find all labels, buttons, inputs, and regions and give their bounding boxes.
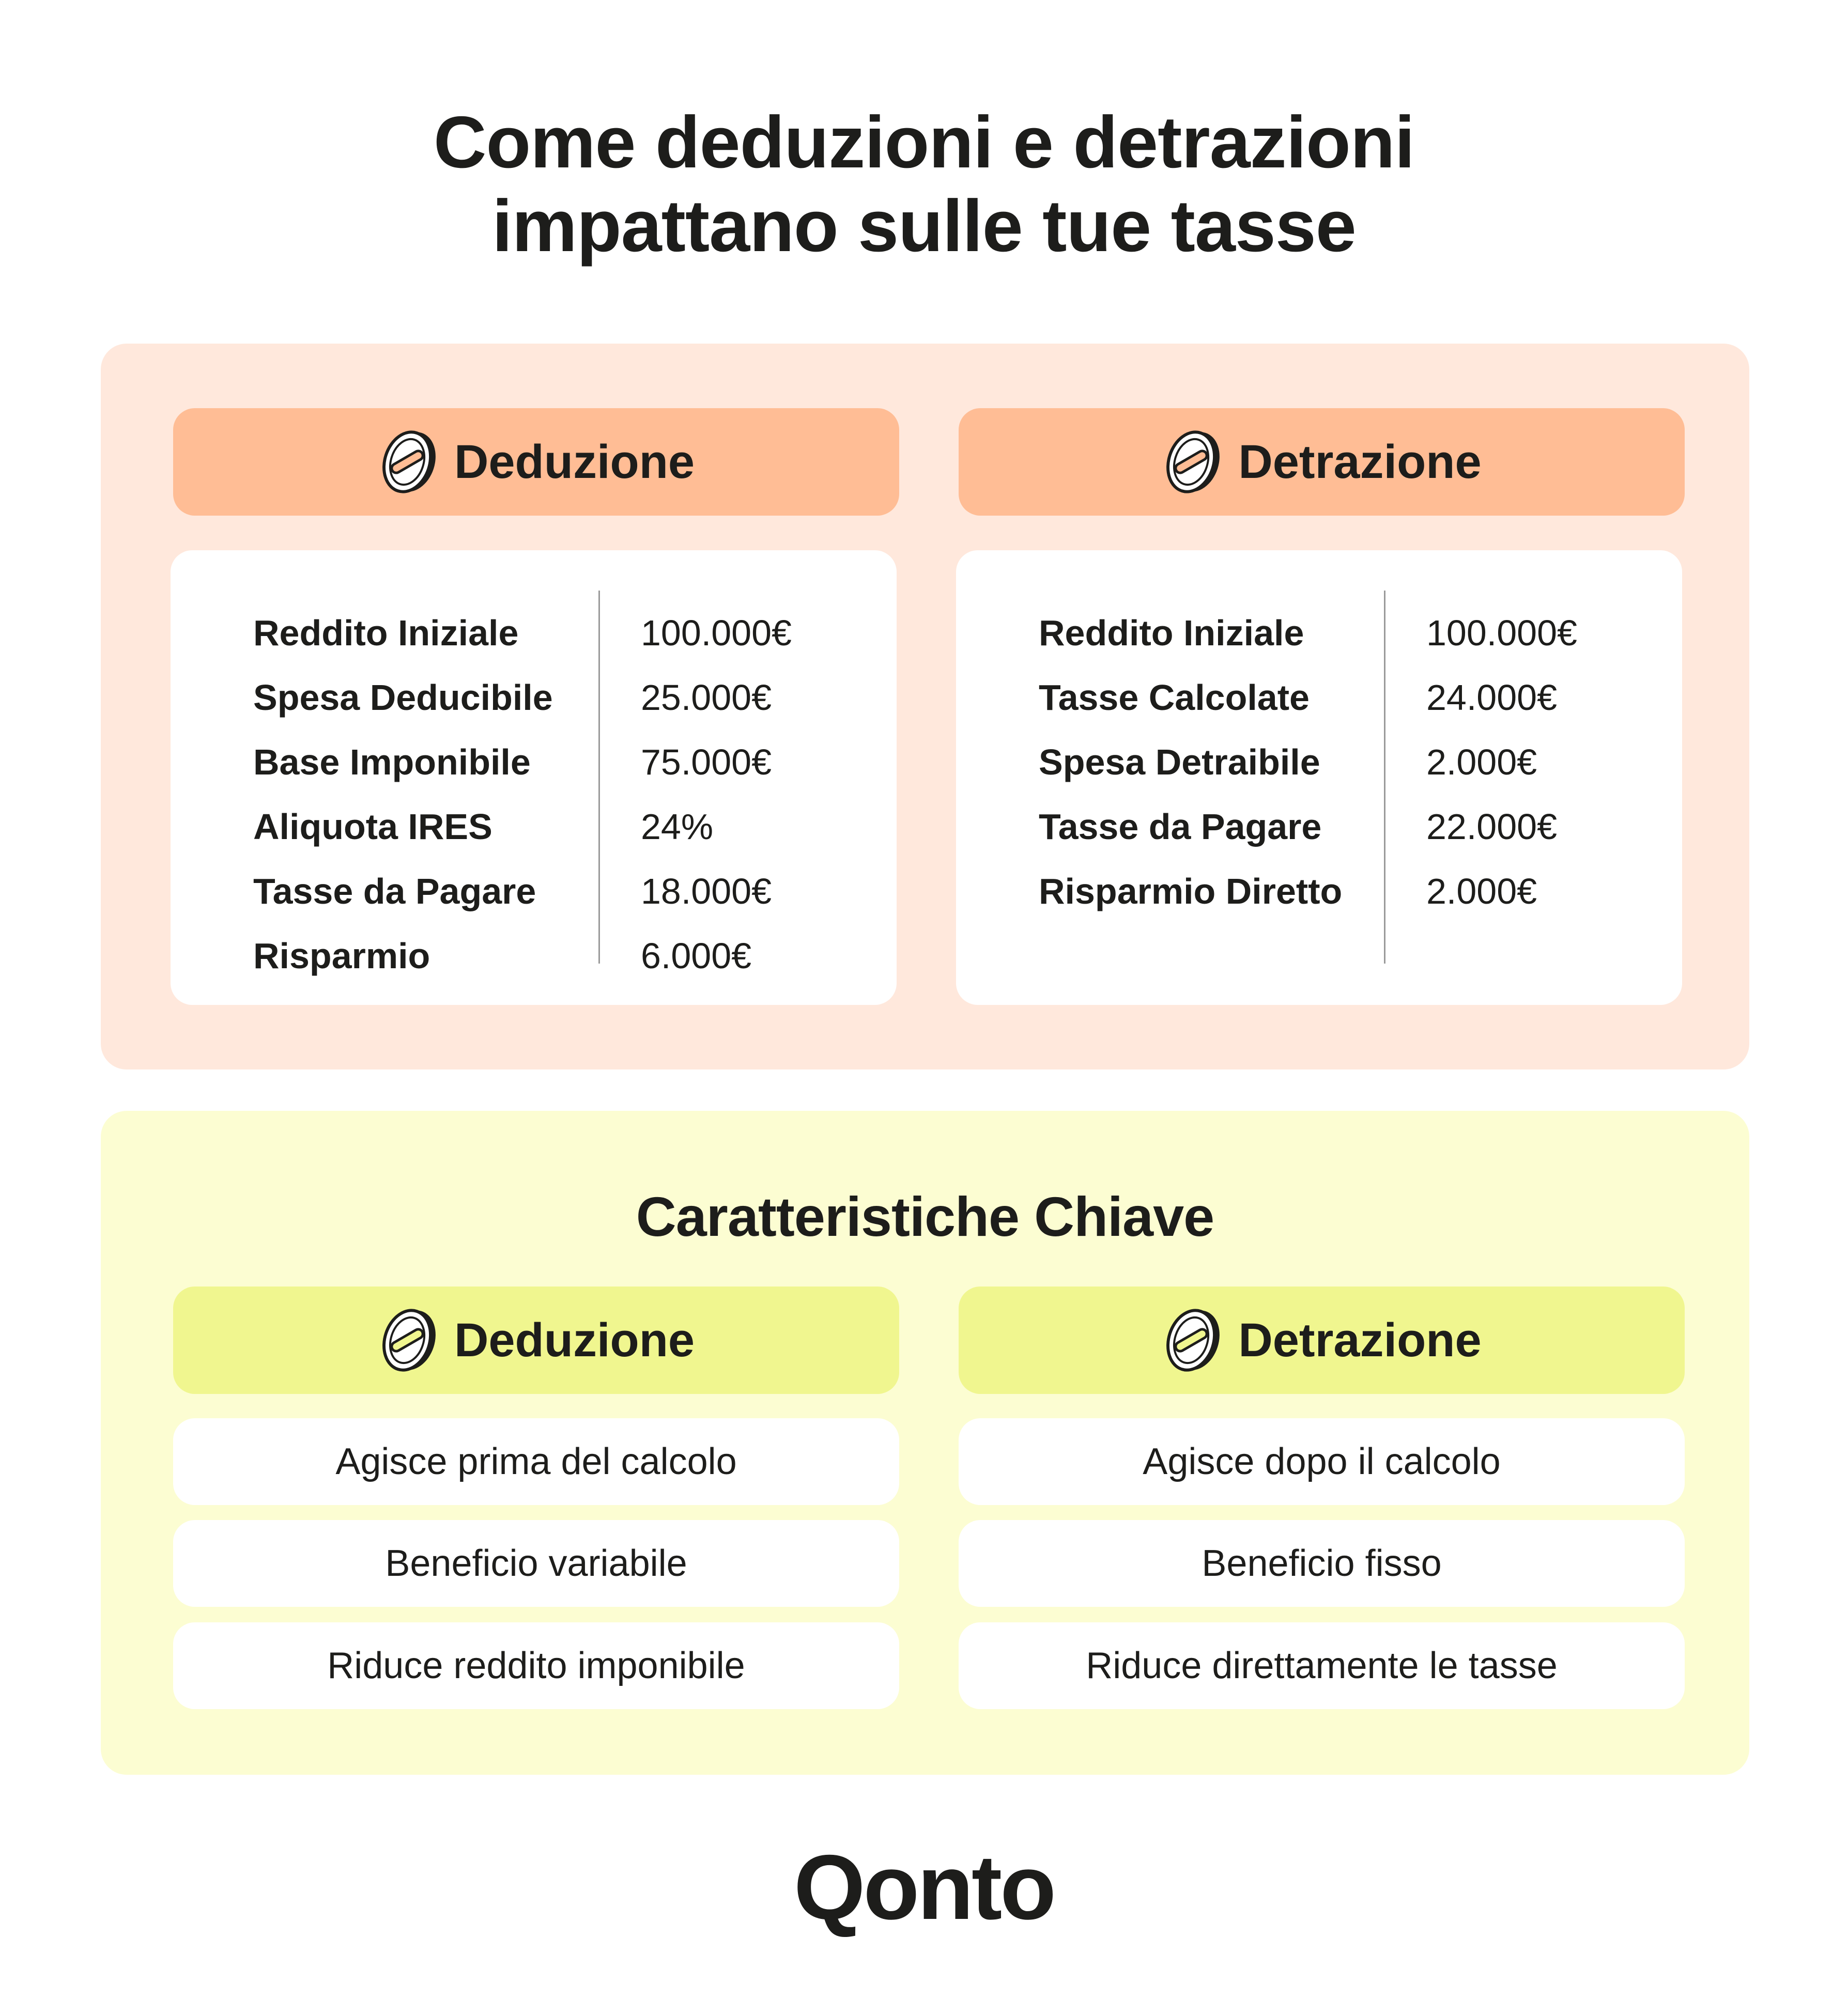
feature-item: Beneficio variabile [173, 1520, 899, 1607]
examples-panel [101, 344, 1749, 1070]
feature-item: Riduce reddito imponibile [173, 1622, 899, 1709]
feature-item: Agisce dopo il calcolo [959, 1418, 1685, 1505]
page-title-line-2: impattano sulle tue tasse [492, 185, 1356, 267]
detrazione-features-header-label: Detrazione [1238, 1313, 1482, 1367]
feature-item: Agisce prima del calcolo [173, 1418, 899, 1505]
row-label: Tasse Calcolate [1039, 677, 1310, 718]
detrazione-header [959, 408, 1685, 516]
table-row [253, 741, 873, 806]
table-row [1039, 806, 1659, 871]
deduzione-header [173, 408, 899, 516]
table-row [253, 677, 873, 741]
row-label: Risparmio Diretto [1039, 871, 1343, 911]
row-value: 18.000€ [641, 871, 772, 911]
table-row [1039, 612, 1659, 677]
row-value: 75.000€ [641, 742, 772, 782]
page-title [0, 101, 1848, 268]
detrazione-example-card [956, 550, 1682, 1005]
key-features-title: Caratteristiche Chiave [636, 1185, 1214, 1248]
row-label: Tasse da Pagare [1039, 807, 1322, 847]
row-value: 22.000€ [1426, 807, 1558, 847]
deduzione-features-header [173, 1287, 899, 1394]
row-value: 25.000€ [641, 677, 772, 718]
key-features-panel [101, 1111, 1749, 1775]
deduzione-example-rows [253, 612, 873, 1000]
pill-icon [1162, 428, 1223, 496]
row-value: 24% [641, 807, 714, 847]
detrazione-example-rows [1039, 612, 1659, 935]
row-label: Reddito Iniziale [253, 613, 519, 653]
pill-icon [378, 428, 439, 496]
row-label: Tasse da Pagare [253, 871, 536, 911]
qonto-logo: Qonto [794, 1836, 1054, 1939]
row-label: Spesa Detraibile [1039, 742, 1320, 782]
feature-item: Beneficio fisso [959, 1520, 1685, 1607]
detrazione-header-label: Detrazione [1238, 435, 1482, 488]
row-label: Reddito Iniziale [1039, 613, 1304, 653]
table-row [253, 612, 873, 677]
row-label: Spesa Deducibile [253, 677, 553, 718]
row-value: 2.000€ [1426, 742, 1537, 782]
detrazione-features-header [959, 1287, 1685, 1394]
page-title-line-1: Come deduzioni e detrazioni [433, 101, 1415, 183]
table-row [1039, 871, 1659, 935]
table-row [1039, 677, 1659, 741]
row-value: 100.000€ [1426, 613, 1577, 653]
row-label: Risparmio [253, 936, 430, 976]
table-row [1039, 741, 1659, 806]
deduzione-example-card [171, 550, 897, 1005]
deduzione-features-header-label: Deduzione [454, 1313, 695, 1367]
table-row [253, 871, 873, 935]
row-label: Base Imponibile [253, 742, 531, 782]
pill-icon [378, 1306, 439, 1374]
pill-icon [1162, 1306, 1223, 1374]
table-row [253, 806, 873, 871]
row-value: 24.000€ [1426, 677, 1558, 718]
row-value: 100.000€ [641, 613, 792, 653]
feature-item: Riduce direttamente le tasse [959, 1622, 1685, 1709]
table-row [253, 935, 873, 1000]
row-value: 2.000€ [1426, 871, 1537, 911]
deduzione-header-label: Deduzione [454, 435, 695, 488]
row-label: Aliquota IRES [253, 807, 492, 847]
row-value: 6.000€ [641, 936, 752, 976]
